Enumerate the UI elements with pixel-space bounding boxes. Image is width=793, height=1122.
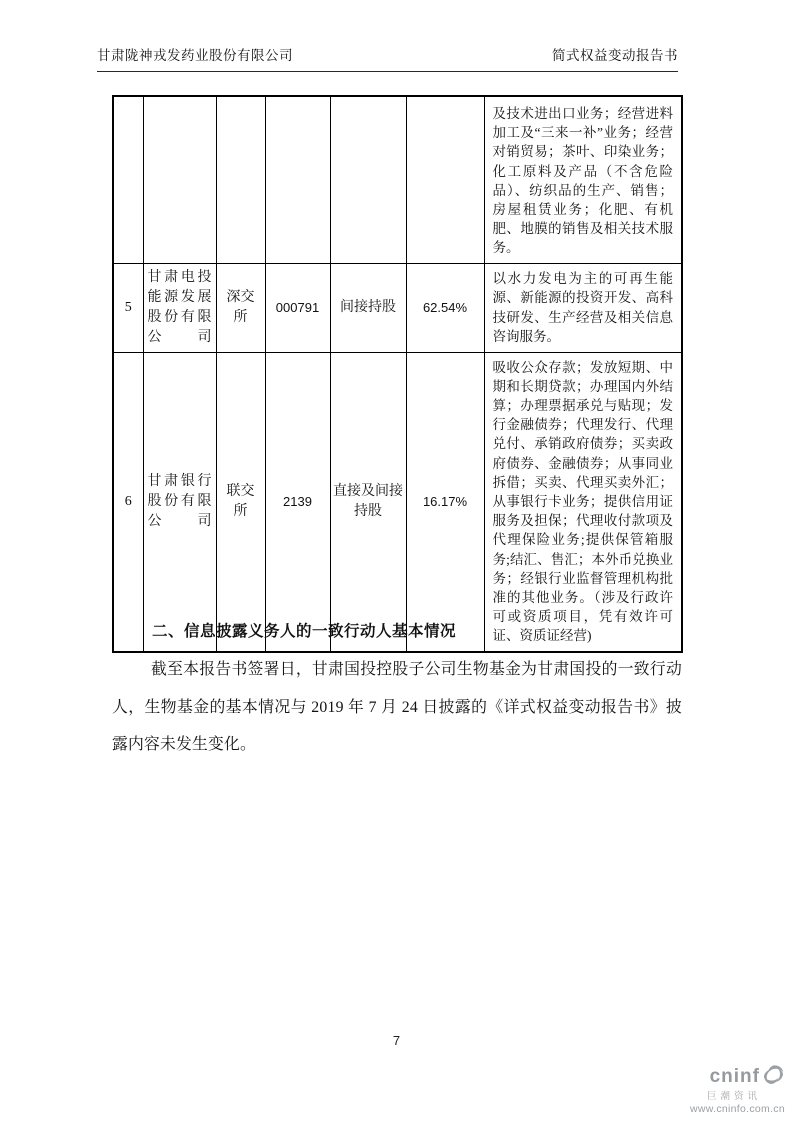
cell-holding-percent: 16.17%: [406, 352, 484, 652]
cell-company-name: 甘肃银行股份有限公司: [143, 352, 216, 652]
cell-index: [113, 96, 143, 263]
cell-index: 6: [113, 352, 143, 652]
cell-exchange: [216, 96, 265, 263]
cninfo-swirl-icon: [762, 1064, 785, 1090]
cell-stock-code: [265, 96, 330, 263]
page-number: 7: [392, 1033, 401, 1048]
cell-business-scope: 吸收公众存款；发放短期、中期和长期贷款；办理国内外结算；办理票据承兑与贴现；发行金融债券；代理发行、代理兑付、承销政府债券；买卖政府债券、金融债券；从事同业拆借；买卖、代理买卖外汇；从事银行卡业务；提供信用证服务及担保；代理收付款项及代理保险业务;提供保管箱服务;结汇、售汇；本外币兑换业务；经银行业监督管理机构批准的其他业务。（涉及行政许可或资质项目，凭有效许可证、资质证经营): [484, 352, 682, 652]
cninfo-logo: [665, 1064, 790, 1115]
table-row-continued: [113, 96, 682, 263]
table-row-6: [113, 352, 682, 652]
cell-exchange: [216, 352, 265, 652]
cell-stock-code: 000791: [265, 263, 330, 352]
cell-company-name: [143, 96, 216, 263]
section-heading: 二、信息披露义务人的一致行动人基本情况: [152, 623, 457, 640]
cell-business-scope: 以水力发电为主的可再生能源、新能源的投资开发、高科技研发、生产经营及相关信息咨询服务。: [484, 263, 682, 352]
cell-holding-percent: 62.54%: [406, 263, 484, 352]
cell-holding-type: 直接及间接持股: [330, 352, 406, 652]
exchange-text: 深交所: [226, 289, 255, 325]
cell-index: 5: [113, 263, 143, 352]
holdings-table-grid: [112, 95, 683, 653]
cell-holding-percent: [406, 96, 484, 263]
cell-exchange: [216, 263, 265, 352]
exchange-text: 联交所: [226, 483, 255, 519]
holdings-table: [112, 95, 683, 653]
cell-holding-type: 间接持股: [330, 263, 406, 352]
cninfo-brand-text: cninf: [709, 1066, 760, 1087]
body-paragraph: 截至本报告书签署日，甘肃国投控股子公司生物基金为甘肃国投的一致行动人，生物基金的基本情况与 2019 年 7 月 24 日披露的《详式权益变动报告书》披露内容未发生变化。: [112, 661, 682, 753]
cell-company-name: 甘肃电投能源发展股份有限公司: [143, 263, 216, 352]
header-report-title: 简式权益变动报告书: [552, 48, 678, 63]
cell-holding-type: [330, 96, 406, 263]
page-header: [97, 44, 678, 72]
table-row-5: [113, 263, 682, 352]
cninfo-url: www.cninfo.com.cn: [690, 1103, 785, 1115]
cninfo-logo-row: [665, 1064, 785, 1090]
cninfo-brand-chinese: 巨潮资讯: [706, 1091, 761, 1102]
cell-business-scope: 及技术进出口业务；经营进料加工及“三来一补”业务；经营对销贸易；茶叶、印染业务；化工原料及产品（不含危险品）、纺织品的生产、销售；房屋租赁业务；化肥、有机肥、地膜的销售及相关技术服务。: [484, 96, 682, 263]
cell-stock-code: 2139: [265, 352, 330, 652]
header-company-name: 甘肃陇神戎发药业股份有限公司: [97, 48, 293, 63]
